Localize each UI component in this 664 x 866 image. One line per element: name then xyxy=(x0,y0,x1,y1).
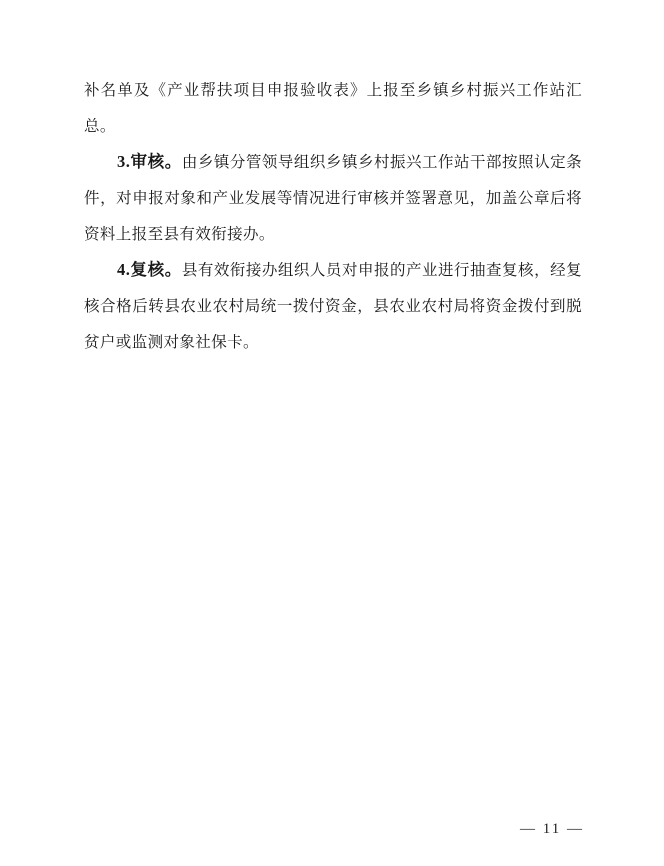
page-number: — 11 — xyxy=(520,821,584,837)
paragraph-item-3 xyxy=(84,144,582,252)
paragraph-lead-label: 4.复核。 xyxy=(117,260,182,279)
paragraph-lead-label: 3.审核。 xyxy=(117,152,182,171)
paragraph-text: 县有效衔接办组织人员对申报的产业进行抽查复核，经复核合格后转县农业农村局统一拨付资金，县农业农村局将资金拨付到脱贫户或监测对象社保卡。 xyxy=(84,262,582,351)
paragraph-text: 由乡镇分管领导组织乡镇乡村振兴工作站干部按照认定条件，对申报对象和产业发展等情况进行审核并签署意见，加盖公章后将资料上报至县有效衔接办。 xyxy=(84,154,582,243)
paragraph-text: 补名单及《产业帮扶项目申报验收表》上报至乡镇乡村振兴工作站汇总。 xyxy=(84,82,582,135)
paragraph-item-4 xyxy=(84,252,582,360)
document-body xyxy=(84,72,582,360)
paragraph-continuation xyxy=(84,72,582,144)
